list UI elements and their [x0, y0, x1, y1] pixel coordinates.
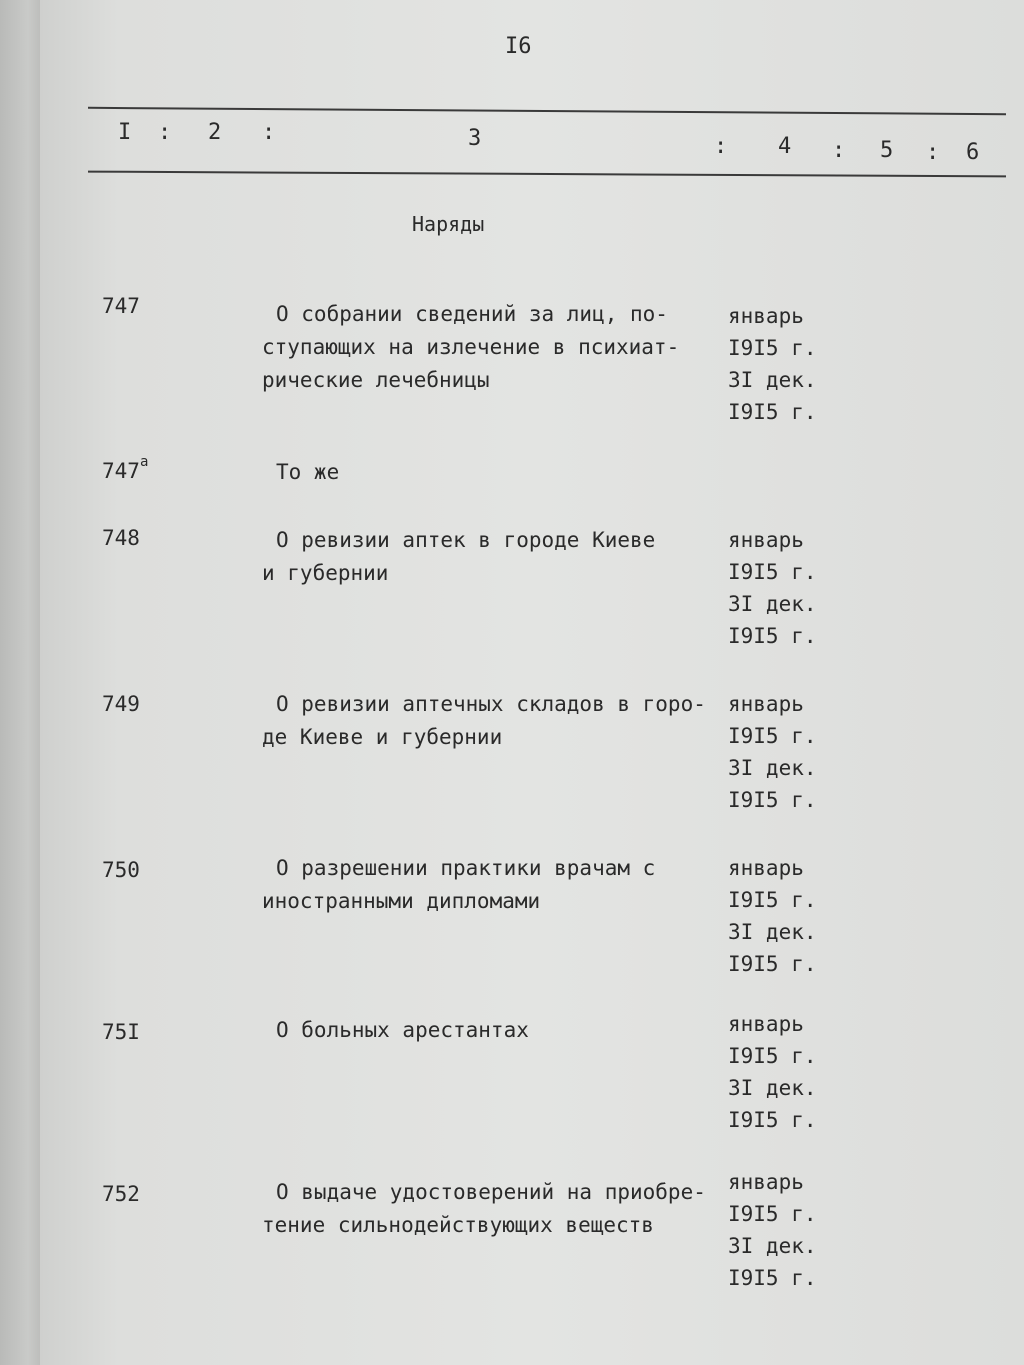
entry-title-line: иностранными дипломами — [262, 889, 541, 913]
date-line: I9I5 г. — [728, 1202, 817, 1226]
entry-number: 750 — [102, 858, 140, 882]
entry-title-line: То же — [276, 460, 340, 484]
date-line: январь — [728, 1012, 804, 1036]
column-separator: : — [262, 120, 276, 145]
date-line: I9I5 г. — [728, 1266, 817, 1290]
entry-title-line: де Киеве и губернии — [262, 725, 503, 749]
entry-title — [262, 852, 732, 918]
date-line: I9I5 г. — [728, 560, 817, 584]
date-line: 3I дек. — [728, 756, 817, 780]
entry-title — [262, 1176, 732, 1242]
column-header-4: 4 — [778, 134, 792, 159]
column-header-5: 5 — [880, 138, 894, 163]
column-separator: : — [832, 138, 846, 163]
date-line: I9I5 г. — [728, 624, 817, 648]
date-line: 3I дек. — [728, 1234, 817, 1258]
column-header-6: 6 — [966, 140, 980, 165]
date-line: 3I дек. — [728, 368, 817, 392]
date-line: январь — [728, 1170, 804, 1194]
entry-number: 752 — [102, 1182, 140, 1206]
entry-title-line: рические лечебницы — [262, 368, 490, 392]
entry-number: 747 — [102, 294, 140, 318]
column-separator: : — [926, 140, 940, 165]
date-line: I9I5 г. — [728, 1108, 817, 1132]
date-line: I9I5 г. — [728, 788, 817, 812]
date-line: январь — [728, 692, 804, 716]
column-separator: : — [158, 120, 172, 145]
date-line: январь — [728, 856, 804, 880]
entry-number: 749 — [102, 692, 140, 716]
entry-title-line: О ревизии аптечных складов в горо- — [276, 692, 706, 716]
book-spine — [0, 0, 40, 1365]
entry-title — [262, 298, 732, 397]
date-line: январь — [728, 528, 804, 552]
entry-title-line: ступающих на излечение в психиат- — [262, 335, 680, 359]
column-separator: : — [714, 134, 728, 159]
entry-title-line: О ревизии аптек в городе Киеве — [276, 528, 656, 552]
date-line: январь — [728, 304, 804, 328]
entry-title-line: тение сильнодействующих веществ — [262, 1213, 654, 1237]
entry-dates — [728, 300, 817, 428]
date-line: I9I5 г. — [728, 1044, 817, 1068]
entry-dates — [728, 1166, 817, 1294]
section-title: Наряды — [412, 212, 485, 236]
entry-number — [102, 454, 149, 483]
entry-title — [262, 1014, 732, 1047]
column-header-1: I — [118, 120, 132, 145]
entry-title-line: О разрешении практики врачам с — [276, 856, 656, 880]
date-line: 3I дек. — [728, 1076, 817, 1100]
column-header-2: 2 — [208, 120, 222, 145]
entry-title-line: и губернии — [262, 561, 389, 585]
date-line: I9I5 г. — [728, 888, 817, 912]
entry-title-line: О выдаче удостоверений на приобре- — [276, 1180, 706, 1204]
entry-number-main: 747 — [102, 459, 140, 483]
entry-dates — [728, 524, 817, 652]
entry-number: 748 — [102, 526, 140, 550]
entry-title-line: О больных арестантах — [276, 1018, 529, 1042]
entry-dates — [728, 852, 817, 980]
page-number: I6 — [505, 34, 532, 59]
entry-title-line: О собрании сведений за лиц, по- — [276, 302, 668, 326]
entry-number: 75I — [102, 1020, 140, 1044]
column-header-3: 3 — [468, 126, 482, 151]
document-page — [40, 0, 1024, 1365]
entry-title — [262, 688, 732, 754]
entry-number-superscript: а — [139, 454, 149, 470]
date-line: I9I5 г. — [728, 336, 817, 360]
entry-title — [262, 524, 732, 590]
date-line: I9I5 г. — [728, 400, 817, 424]
entry-dates — [728, 688, 817, 816]
date-line: I9I5 г. — [728, 724, 817, 748]
entry-title — [262, 456, 732, 489]
date-line: I9I5 г. — [728, 952, 817, 976]
date-line: 3I дек. — [728, 592, 817, 616]
entry-dates — [728, 1008, 817, 1136]
date-line: 3I дек. — [728, 920, 817, 944]
